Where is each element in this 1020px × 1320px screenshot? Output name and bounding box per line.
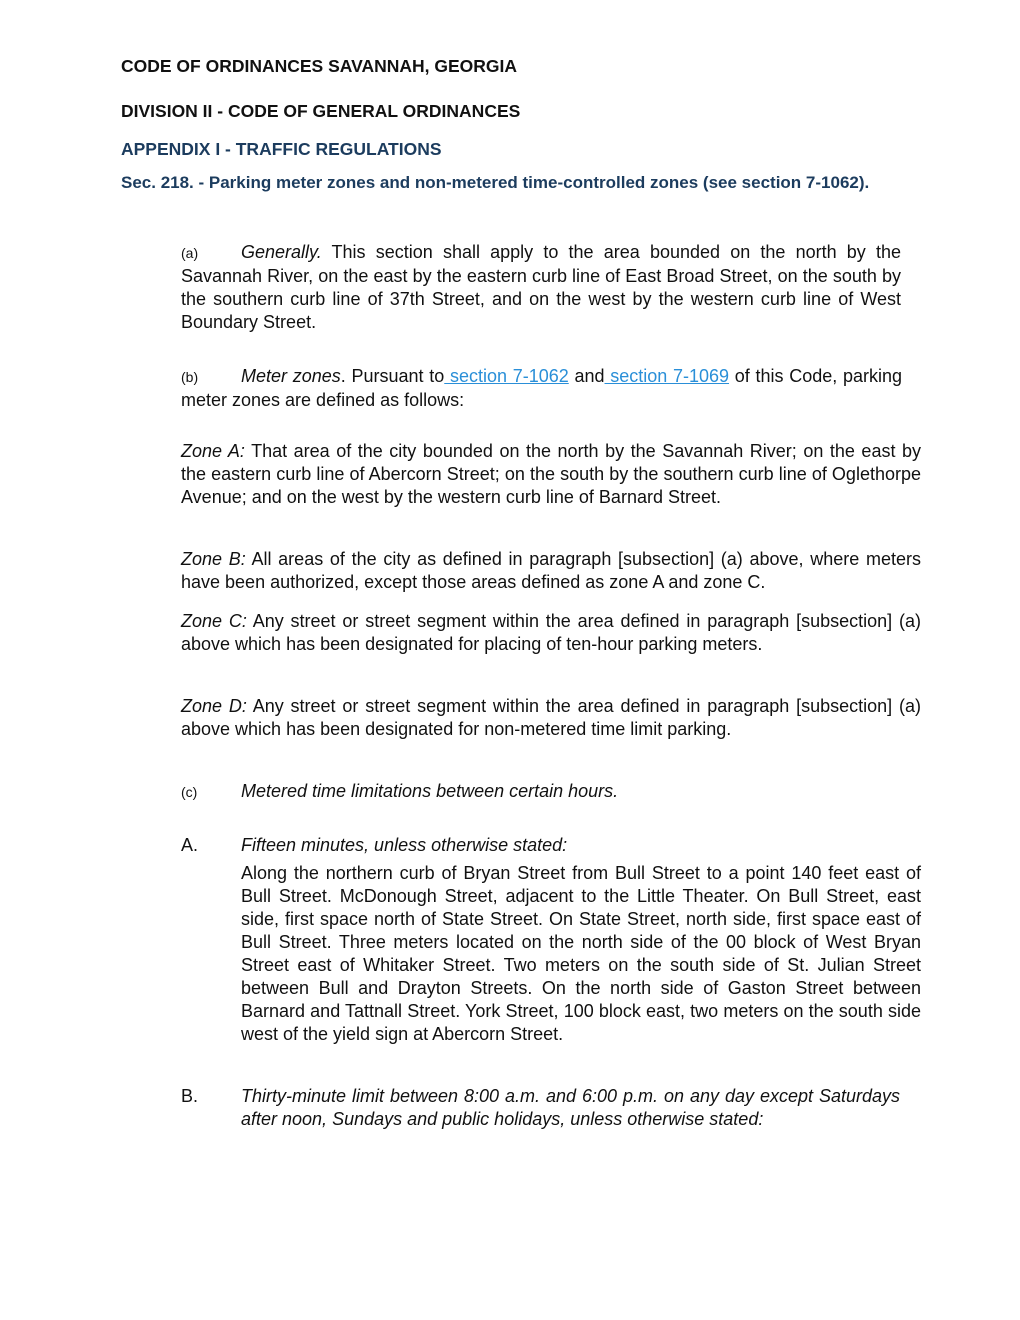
zone-b-definition	[181, 548, 921, 594]
zone-a-label: Zone A:	[181, 441, 245, 461]
zone-d-label: Zone D:	[181, 696, 247, 716]
paragraph-b	[181, 365, 902, 412]
paragraph-c-label: Metered time limitations between certain hours.	[241, 781, 619, 801]
paragraph-a-marker: (a)	[181, 245, 199, 261]
item-a-letter: A.	[181, 835, 199, 855]
section-title: Sec. 218. - Parking meter zones and non-metered time-controlled zones (see section 7-1062).	[121, 173, 870, 192]
paragraph-b-marker: (b)	[181, 369, 199, 385]
zone-a-text: That area of the city bounded on the north by the Savannah River; on the east by the eastern curb line of Abercorn Street; on the south by the southern curb line of Oglethorpe Avenue; and on the west by the western curb line of Barnard Street.	[181, 441, 921, 507]
paragraph-a-text: This section shall apply to the area bounded on the north by the Savannah River, on the east by the eastern curb line of East Broad Street, on the south by the southern curb line of 37th Street, and on the west by the western curb line of West Boundary Street.	[181, 242, 901, 332]
code-title: CODE OF ORDINANCES SAVANNAH, GEORGIA	[121, 56, 518, 76]
item-b-letter: B.	[181, 1086, 199, 1106]
paragraph-a-label: Generally.	[241, 242, 322, 262]
item-a-body: Along the northern curb of Bryan Street from Bull Street to a point 140 feet east of Bull Street. McDonough Street, adjacent to the Little Theater. On Bull Street, east side, first space north of State Street. On State Street, north side, first space east of Bull Street. Three meters located on the north side of the 00 block of West Bryan Street east of Whitaker Street. Two meters on the south side of St. Julian Street between Bull and Drayton Streets. On the north side of Gaston Street between Barnard and Tattnall Street. York Street, 100 block east, two meters on the south side west of the yield sign at Abercorn Street.	[241, 863, 921, 1044]
paragraph-c-marker: (c)	[181, 784, 198, 800]
item-b-title: Thirty-minute limit between 8:00 a.m. and 6:00 p.m. on any day except Saturdays after noon, Sundays and public holidays, unless otherwise stated:	[241, 1086, 900, 1129]
zone-c-text: Any street or street segment within the area defined in paragraph [subsection] (a) above which has been designated for placing of ten-hour parking meters.	[181, 611, 921, 654]
zone-b-label: Zone B:	[181, 549, 246, 569]
section-7-1069-link[interactable]: section 7-1069	[604, 366, 730, 386]
section-7-1062-link[interactable]: section 7-1062	[444, 366, 569, 386]
paragraph-c	[181, 780, 618, 804]
item-a-title: Fifteen minutes, unless otherwise stated:	[241, 835, 568, 855]
paragraph-b-text-2: and	[568, 366, 605, 386]
zone-c-label: Zone C:	[181, 611, 247, 631]
paragraph-b-label: Meter zones	[241, 366, 341, 386]
paragraph-b-text-3: of this Code, parking meter zones are defined as follows:	[181, 366, 902, 410]
zone-a-definition	[181, 440, 921, 509]
zone-c-definition	[181, 610, 921, 656]
paragraph-a	[181, 241, 901, 334]
division-title: DIVISION II - CODE OF GENERAL ORDINANCES	[121, 101, 521, 121]
appendix-title: APPENDIX I - TRAFFIC REGULATIONS	[121, 139, 442, 159]
zone-d-definition	[181, 695, 921, 741]
paragraph-b-text-1: . Pursuant to	[340, 366, 445, 386]
zone-d-text: Any street or street segment within the area defined in paragraph [subsection] (a) above which has been designated for non-metered time limit parking.	[181, 696, 921, 739]
zone-b-text: All areas of the city as defined in paragraph [subsection] (a) above, where meters have been authorized, except those areas defined as zone A and zone C.	[181, 549, 921, 592]
